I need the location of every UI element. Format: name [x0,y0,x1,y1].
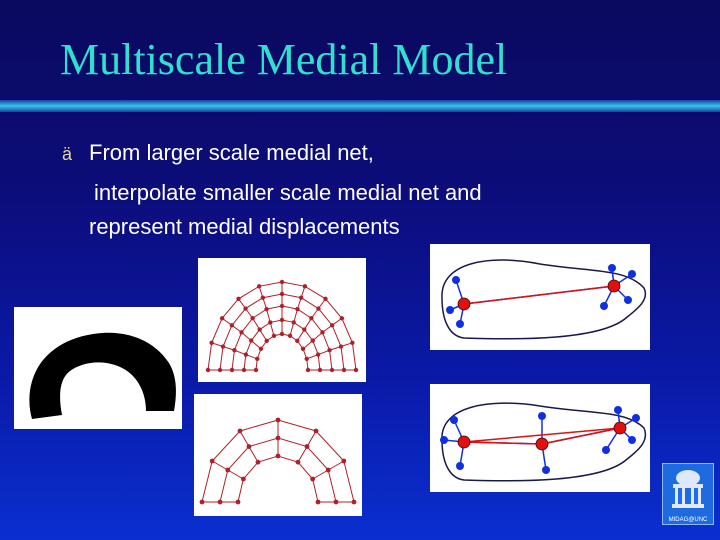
mesh-node [296,460,301,465]
mesh-node [200,500,205,505]
fine-medial-net-image [198,258,366,382]
mesh-node [255,357,259,361]
outline-curve [442,260,646,339]
mesh-node [327,348,331,352]
mesh-line [238,456,318,502]
logo-caption: MIDAG@UNC [668,517,708,523]
mesh-node [257,327,261,331]
mesh-node [305,357,309,361]
mesh-node [342,368,346,372]
medial-atom [536,438,548,450]
mesh-node [221,344,225,348]
node [456,462,464,470]
slide-title: Multiscale Medial Model [60,35,508,84]
medial-model-bottom-image [430,384,650,492]
midag-logo [662,463,714,525]
mesh-node [250,316,254,320]
mesh-node [314,429,319,434]
mesh-node [305,444,310,449]
title-rule [0,100,720,112]
mesh-node [316,306,320,310]
mesh-node [225,468,230,473]
node [538,412,546,420]
mesh-node [334,500,339,505]
mesh-node [280,332,284,336]
mesh-node [316,352,320,356]
mesh-node [242,368,246,372]
mesh-node [276,454,281,459]
bullet-line-1: From larger scale medial net, [89,140,374,165]
mesh-node [238,429,243,434]
mesh-node [288,334,292,338]
mesh-node [241,477,246,482]
mesh-line [256,334,308,370]
bullet-line-3: represent medial displacements [89,214,400,239]
mesh-node [316,500,321,505]
mesh-node [276,418,281,423]
mesh-node [295,307,299,311]
mesh-node [230,323,234,327]
mesh-node [239,330,243,334]
mesh-node [340,316,344,320]
node [542,466,550,474]
node [628,436,636,444]
mesh-node [236,297,240,301]
mesh-node [210,459,215,464]
black-blob-shape [29,333,176,419]
bullet-marker: ä [62,144,73,164]
mesh-node [320,330,324,334]
mesh-node [264,307,268,311]
mesh-node [272,334,276,338]
mesh-node [280,280,284,284]
mesh-node [354,368,358,372]
mesh-node [280,304,284,308]
mesh-node [280,292,284,296]
node [446,306,454,314]
node [602,446,610,454]
medial-atom [608,280,620,292]
mesh-node [330,368,334,372]
mesh-node [309,316,313,320]
mesh-node [247,444,252,449]
node [450,416,458,424]
node [440,436,448,444]
mesh-node [206,368,210,372]
medial-atom [458,436,470,448]
mesh-node [310,477,315,482]
node [632,414,640,422]
mesh-node [244,352,248,356]
node [452,276,460,284]
mesh-node [254,368,258,372]
medial-atom [614,422,626,434]
mesh-node [261,296,265,300]
mesh-node [276,436,281,441]
mesh-node [218,500,223,505]
mesh-node [256,460,261,465]
mesh-node [232,348,236,352]
mesh-node [243,306,247,310]
mesh-node [236,500,241,505]
node [456,320,464,328]
mesh-node [292,320,296,324]
mesh-node [301,347,305,351]
node [608,264,616,272]
mesh-node [265,339,269,343]
mesh-node [299,296,303,300]
mesh-node [330,323,334,327]
mesh-node [280,318,284,322]
medial-model-top-image [430,244,650,350]
mesh-node [350,341,354,345]
mesh-node [318,368,322,372]
node [624,296,632,304]
mesh-node [249,338,253,342]
mesh-node [268,320,272,324]
binary-object-image [14,307,182,429]
node [628,270,636,278]
mesh-node [295,339,299,343]
node [600,302,608,310]
mesh-node [218,368,222,372]
mesh-node [209,341,213,345]
medial-atom [458,298,470,310]
bullet-line-2: interpolate smaller scale medial net and [94,180,482,205]
mesh-node [257,284,261,288]
mesh-node [306,368,310,372]
mesh-node [230,368,234,372]
mesh-node [302,327,306,331]
node [614,406,622,414]
mesh-node [303,284,307,288]
mesh-node [323,297,327,301]
mesh-node [339,344,343,348]
mesh-node [341,459,346,464]
mesh-node [220,316,224,320]
mesh-node [259,347,263,351]
mesh-node [326,468,331,473]
mesh-node [352,500,357,505]
coarse-medial-net-image [194,394,362,516]
mesh-node [311,338,315,342]
